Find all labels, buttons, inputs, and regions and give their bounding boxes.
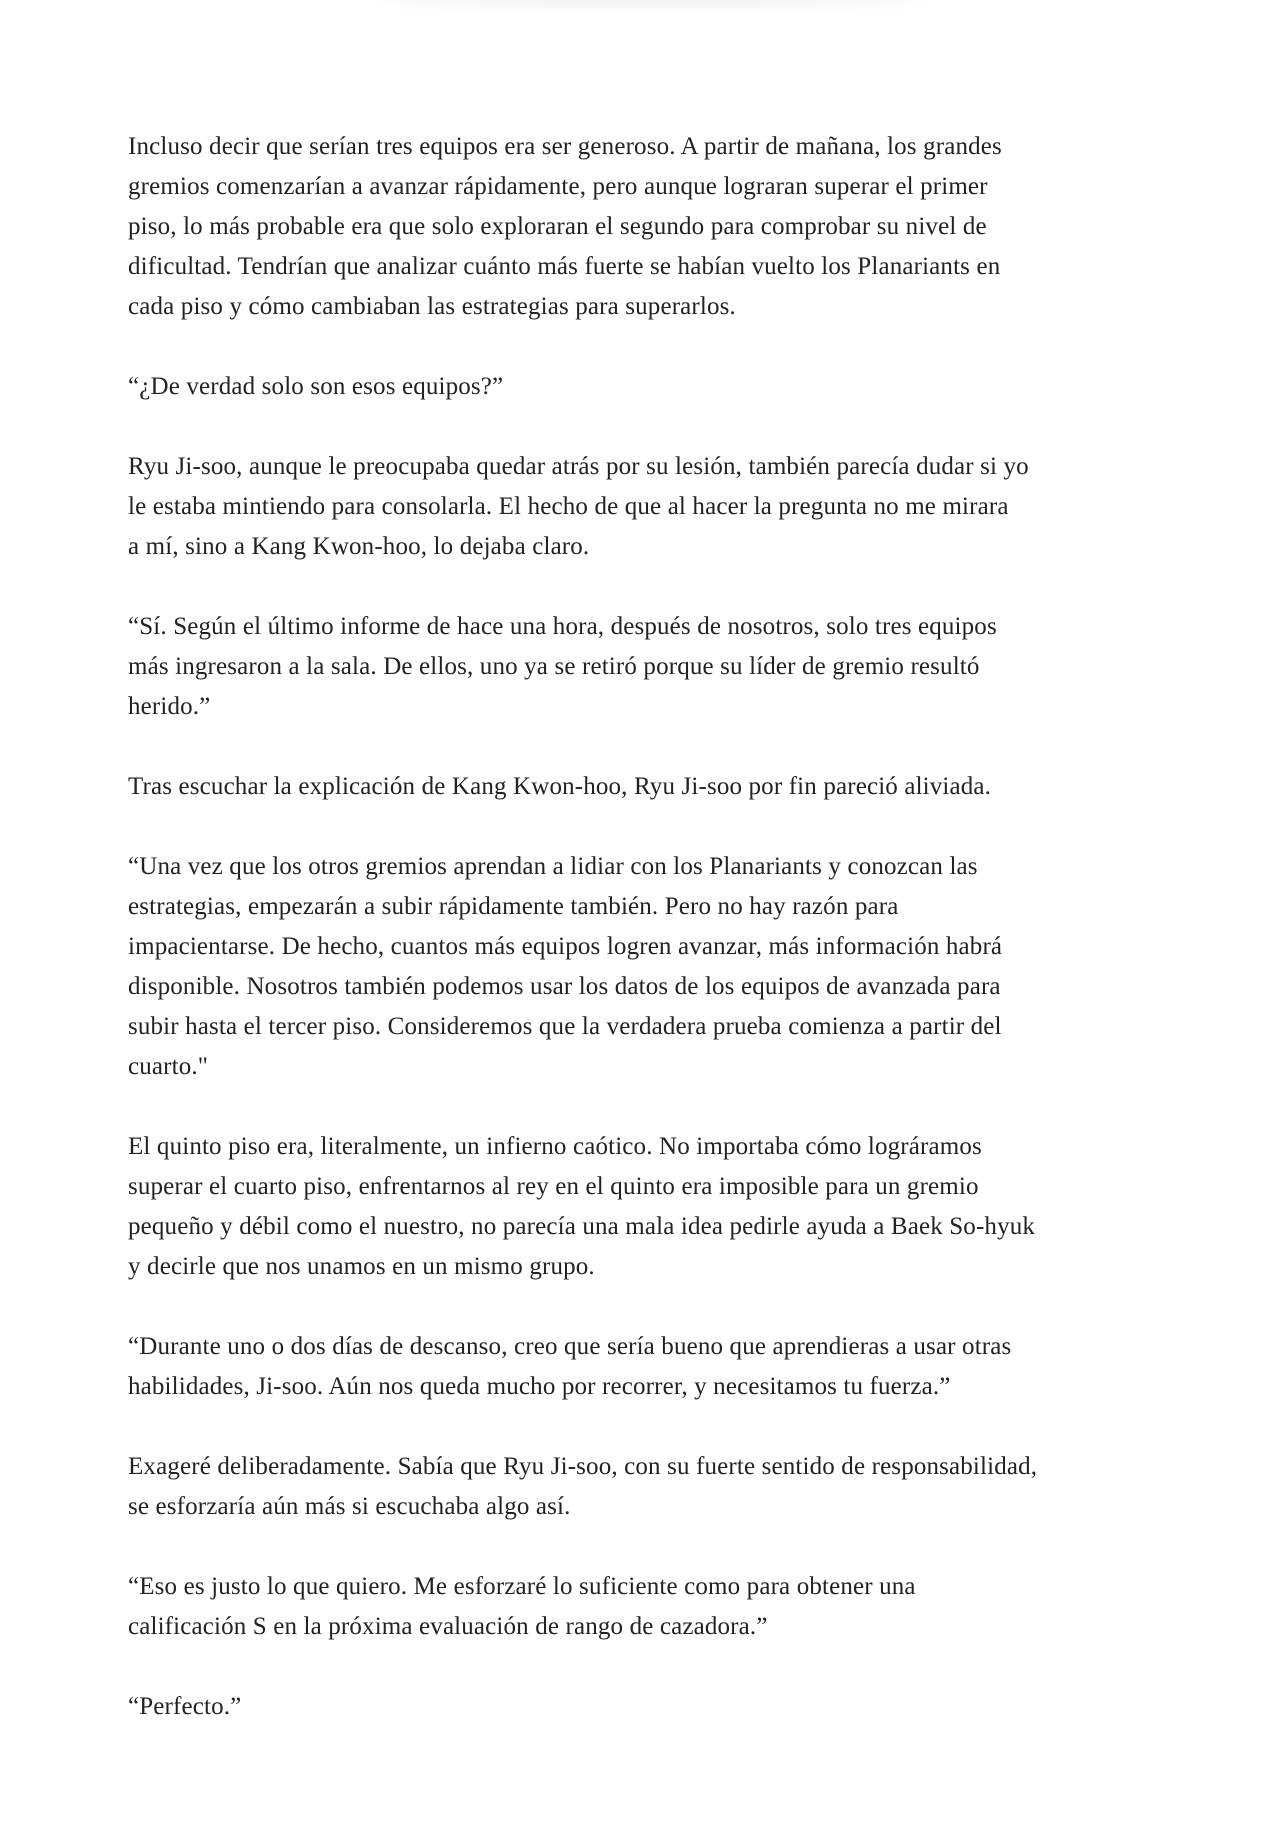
document-body (128, 127, 1168, 1767)
text-line: estrategias, empezarán a subir rápidamente también. Pero no hay razón para (128, 893, 899, 920)
text-line: Tras escuchar la explicación de Kang Kwon-hoo, Ryu Ji-soo por fin pareció aliviada. (128, 773, 992, 800)
paragraph (128, 367, 1168, 407)
paragraph (128, 447, 1168, 567)
text-line: cuarto." (128, 1053, 209, 1080)
text-line: “Perfecto.” (128, 1693, 242, 1720)
text-line: superar el cuarto piso, enfrentarnos al rey en el quinto era imposible para un gremio (128, 1173, 979, 1200)
text-line: a mí, sino a Kang Kwon-hoo, lo dejaba claro. (128, 533, 590, 560)
paragraph (128, 1447, 1168, 1527)
text-line: Incluso decir que serían tres equipos era ser generoso. A partir de mañana, los grandes (128, 133, 1002, 160)
text-line: pequeño y débil como el nuestro, no parecía una mala idea pedirle ayuda a Baek So-hyuk (128, 1213, 1036, 1240)
text-line: gremios comenzarían a avanzar rápidamente, pero aunque lograran superar el primer (128, 173, 988, 200)
text-line: El quinto piso era, literalmente, un infierno caótico. No importaba cómo lográramos (128, 1133, 982, 1160)
paragraph (128, 847, 1168, 1087)
paragraph (128, 1567, 1168, 1647)
text-line: “Eso es justo lo que quiero. Me esforzaré lo suficiente como para obtener una (128, 1573, 916, 1600)
text-line: “¿De verdad solo son esos equipos?” (128, 373, 504, 400)
text-line: le estaba mintiendo para consolarla. El hecho de que al hacer la pregunta no me mirara (128, 493, 1009, 520)
text-line: más ingresaron a la sala. De ellos, uno ya se retiró porque su líder de gremio resultó (128, 653, 980, 680)
text-line: disponible. Nosotros también podemos usar los datos de los equipos de avanzada para (128, 973, 1001, 1000)
paragraph (128, 1327, 1168, 1407)
text-line: se esforzaría aún más si escuchaba algo así. (128, 1493, 571, 1520)
text-line: Exageré deliberadamente. Sabía que Ryu Ji-soo, con su fuerte sentido de responsabilidad, (128, 1453, 1038, 1480)
text-line: calificación S en la próxima evaluación de rango de cazadora.” (128, 1613, 768, 1640)
text-line: Ryu Ji-soo, aunque le preocupaba quedar atrás por su lesión, también parecía dudar si yo (128, 453, 1029, 480)
text-line: habilidades, Ji-soo. Aún nos queda mucho por recorrer, y necesitamos tu fuerza.” (128, 1373, 951, 1400)
paragraph (128, 1127, 1168, 1287)
text-line: cada piso y cómo cambiaban las estrategias para superarlos. (128, 293, 736, 320)
text-line: subir hasta el tercer piso. Consideremos que la verdadera prueba comienza a partir del (128, 1013, 1002, 1040)
text-line: piso, lo más probable era que solo exploraran el segundo para comprobar su nivel de (128, 213, 987, 240)
paragraph (128, 607, 1168, 727)
text-line: “Una vez que los otros gremios aprendan a lidiar con los Planariants y conozcan las (128, 853, 978, 880)
text-line: “Durante uno o dos días de descanso, creo que sería bueno que aprendieras a usar otras (128, 1333, 1012, 1360)
paragraph (128, 127, 1168, 327)
text-line: “Sí. Según el último informe de hace una hora, después de nosotros, solo tres equipos (128, 613, 997, 640)
text-line: y decirle que nos unamos en un mismo grupo. (128, 1253, 595, 1280)
text-line: impacientarse. De hecho, cuantos más equipos logren avanzar, más información habrá (128, 933, 1003, 960)
paragraph (128, 767, 1168, 807)
paragraph (128, 1687, 1168, 1727)
text-line: dificultad. Tendrían que analizar cuánto más fuerte se habían vuelto los Planariants en (128, 253, 1001, 280)
text-line: herido.” (128, 693, 211, 720)
top-shadow (380, 0, 920, 4)
